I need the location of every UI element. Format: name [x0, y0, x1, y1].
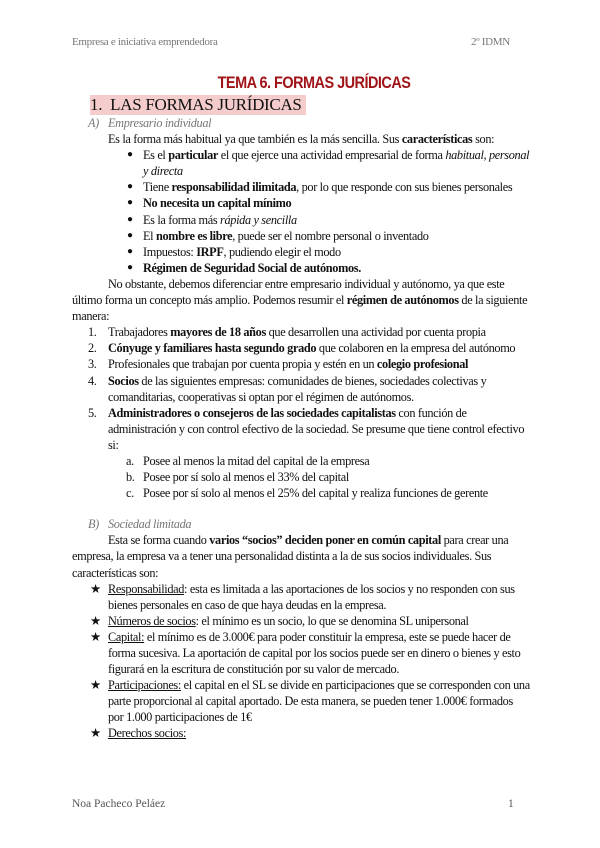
text-run: : el mínimo es un socio, lo que se denomina SL unipersonal — [195, 613, 469, 628]
list-item — [72, 340, 530, 356]
star-icon: ★ — [90, 726, 101, 741]
list-marker: a. — [126, 453, 134, 468]
footer-author: Noa Pacheco Peláez — [72, 798, 166, 810]
text-run: el mínimo es de 3.000€ para poder constituir la empresa, este se puede hacer de forma sucesiva. La aportación de capital por los socios puede ser en dinero o bienes y esto figurará en la escritura de constitución por su valor de mercado. — [108, 629, 521, 677]
text-run: responsabilidad ilimitada — [171, 180, 297, 195]
text-run: que colaboren en la empresa del autónomo — [316, 341, 516, 356]
list-item — [72, 581, 530, 613]
text-run: Es el — [143, 148, 169, 163]
subheading-label: Sociedad limitada — [108, 517, 192, 532]
text-run: , puede ser el nombre personal o inventado — [232, 228, 429, 243]
list-item — [72, 324, 530, 340]
text-run: de la siguiente manera: — [72, 293, 528, 324]
header-left: Empresa e iniciativa emprendedora — [72, 36, 218, 48]
list-item — [72, 629, 530, 677]
bullet-icon: ● — [127, 245, 133, 257]
page-number: 1 — [508, 798, 514, 810]
text-run: nombre es libre — [155, 228, 233, 243]
subheading-marker: A) — [88, 116, 99, 130]
text-run: rápida y sencilla — [220, 212, 297, 227]
text-run: mayores de 18 años — [170, 325, 266, 340]
subheading-marker: B) — [88, 517, 99, 532]
text-run: Es la forma más habitual ya que también es la más sencilla. Sus — [108, 132, 402, 147]
bullet-icon: ● — [127, 197, 133, 209]
text-run: Trabajadores — [108, 325, 171, 340]
text-run: son: — [472, 132, 495, 147]
header-right: 2º IDMN — [471, 36, 510, 48]
star-list — [72, 581, 530, 742]
bullet-icon: ● — [127, 229, 133, 241]
bullet-icon: ● — [127, 149, 133, 161]
text-run: el que ejerce una actividad empresarial de forma — [218, 148, 446, 163]
bullet-icon: ● — [127, 181, 133, 193]
numbered-list — [72, 324, 530, 453]
list-item — [72, 179, 530, 195]
text-run: para crear una empresa, la empresa va a tener una personalidad distinta a la de sus socios individuales. Sus características son: — [72, 533, 509, 580]
list-item — [72, 244, 530, 260]
list-item — [72, 228, 530, 244]
list-item — [72, 469, 530, 485]
bullet-list — [72, 147, 530, 276]
text-run: Impuestos: — [143, 244, 197, 259]
star-icon: ★ — [90, 629, 101, 644]
text-run: el capital en el SL se divide en participaciones que se corresponden con una parte proporcional al capital aportado. De esta manera, se pueden tener 1.000€ formados por 1.000 participaciones de 1€ — [108, 678, 530, 725]
text-run: Profesionales que trabajan por cuenta propia y estén en un — [108, 357, 377, 372]
list-marker: 3. — [88, 357, 97, 372]
list-item — [72, 613, 530, 629]
paragraph — [72, 532, 530, 580]
list-item — [72, 147, 530, 179]
bullet-icon: ● — [127, 261, 133, 273]
list-item — [72, 405, 530, 453]
text-run: Posee por sí solo al menos el 33% del capital — [143, 470, 349, 485]
list-marker: c. — [126, 486, 134, 501]
lettered-list — [72, 453, 530, 501]
list-marker: 1. — [88, 325, 97, 340]
text-run: Administradores o consejeros de las sociedades capitalistas — [108, 405, 396, 420]
list-item — [72, 725, 530, 741]
list-item — [72, 485, 530, 501]
text-run: régimen de autónomos — [346, 293, 459, 308]
document-title: TEMA 6. FORMAS JURÍDICAS — [217, 73, 411, 92]
list-item — [72, 373, 530, 405]
text-run: colegio profesional — [376, 357, 469, 372]
text-run: Posee por sí solo al menos el 25% del capital y realiza funciones de gerente — [143, 486, 488, 501]
section-heading — [90, 95, 306, 115]
text-run: El — [143, 228, 156, 243]
text-run: Socios — [108, 373, 139, 388]
subheading-b — [88, 516, 530, 532]
list-item — [72, 677, 530, 725]
list-marker: 2. — [88, 341, 97, 356]
text-run: Esta se forma cuando — [108, 533, 210, 548]
text-run: Participaciones: — [108, 678, 181, 693]
subheading-label: Empresario individual — [108, 116, 212, 130]
list-item — [72, 453, 530, 469]
text-run: Números de socios — [108, 613, 196, 628]
bullet-icon: ● — [127, 213, 133, 225]
text-run: , por lo que responde con sus bienes personales — [296, 180, 513, 195]
text-run: Derechos socios: — [108, 726, 187, 741]
star-icon: ★ — [90, 581, 101, 596]
list-item — [72, 195, 530, 211]
list-item — [72, 356, 530, 372]
text-run: habitual, personal y directa — [143, 148, 530, 179]
list-marker: b. — [126, 470, 135, 485]
text-run: de las siguientes empresas: comunidades de bienes, sociedades colectivas y comanditarias, cooperativas si optan por el régimen de autónomos. — [108, 373, 487, 404]
list-item — [72, 212, 530, 228]
text-run: No necesita un capital mínimo — [143, 196, 292, 211]
paragraph — [72, 131, 530, 147]
text-run: : esta es limitada a las aportaciones de los socios y no responden con sus bienes personales en caso de que haya deudas en la empresa. — [108, 581, 515, 612]
text-run: varios “socios” deciden poner en común capital — [209, 533, 441, 548]
list-marker: 5. — [88, 405, 97, 420]
text-run: características — [401, 132, 473, 147]
document-body — [72, 72, 530, 742]
text-run: IRPF — [196, 244, 224, 259]
text-run: Es la forma más — [143, 212, 221, 227]
star-icon: ★ — [90, 678, 101, 693]
list-marker: 4. — [88, 373, 97, 388]
text-run: particular — [168, 148, 219, 163]
text-run: No obstante, debemos diferenciar entre empresario individual y autónomo, ya que este último forma un concepto más amplio. Podemos resumir el — [72, 276, 505, 308]
text-run: Régimen de Seguridad Social de autónomos. — [143, 260, 361, 275]
section-label: LAS FORMAS JURÍDICAS — [110, 95, 302, 114]
subheading-a — [88, 115, 530, 131]
list-item — [72, 260, 530, 276]
text-run: Cónyuge y familiares hasta segundo grado — [108, 341, 317, 356]
text-run: con función de administración y con control efectivo de la sociedad. Se presume que tiene control efectivo si: — [108, 405, 525, 452]
star-icon: ★ — [90, 613, 101, 628]
text-run: que desarrollen una actividad por cuenta propia — [265, 325, 486, 340]
text-run: Capital: — [108, 629, 145, 644]
text-run: Tiene — [143, 180, 172, 195]
section-number: 1. — [90, 95, 103, 114]
text-run: , pudiendo elegir el modo — [223, 244, 341, 259]
text-run: Posee al menos la mitad del capital de la empresa — [143, 453, 370, 468]
paragraph — [72, 276, 530, 324]
text-run: Responsabilidad — [108, 581, 185, 596]
